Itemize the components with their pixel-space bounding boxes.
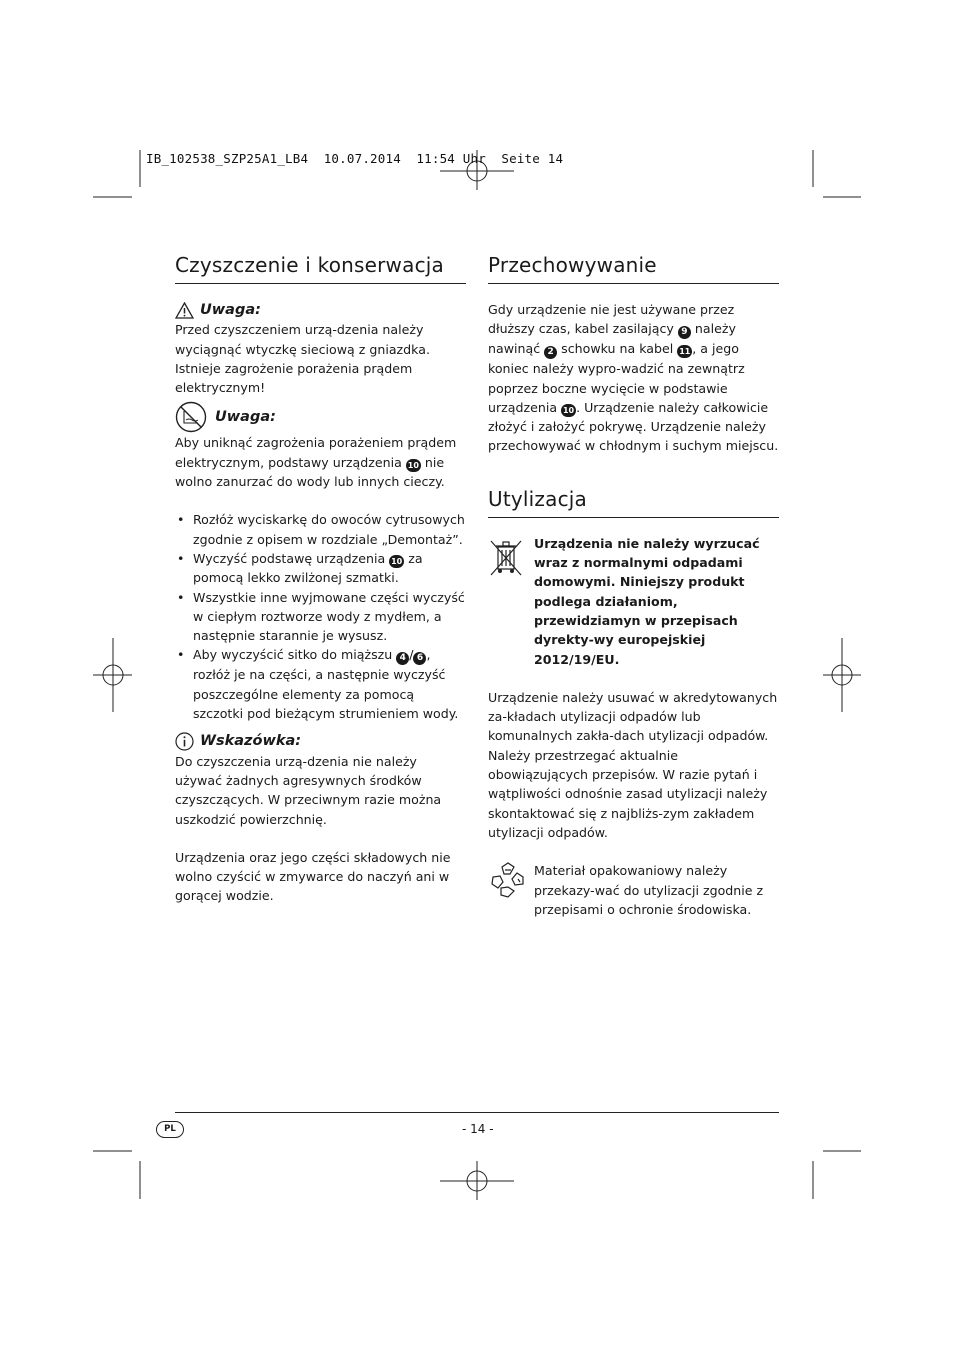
warning-label-1: Uwaga: bbox=[200, 302, 261, 318]
print-slug: IB_102538_SZP25A1_LB4 10.07.2014 11:54 Uhr Seite 14 bbox=[146, 151, 564, 166]
list-item: • Wyczyść podstawę urządzenia 10 za pomocą lekko zwilżonej szmatki. bbox=[175, 549, 466, 588]
part-number-badge: 6 bbox=[413, 652, 426, 665]
section-title-disposal: Utylizacja bbox=[488, 486, 779, 518]
warning-text-1: Przed czyszczeniem urzą-dzenia należy wyciągnąć wtyczkę sieciową z gniazdka. Istnieje zagrożenie porażenia prądem elektrycznym! bbox=[175, 322, 430, 396]
list-item: • Aby wyczyścić sitko do miąższu 4 / 6 , rozłóż je na części, a następnie wyczyść poszczególne elementy za pomocą szczotki pod bieżącym strumieniem wody. bbox=[175, 645, 466, 723]
disposal-text-2: Należy przestrzegać aktualnie obowiązujących przepisów. W razie pytań i wątpliwości odnośnie zasad utylizacji należy skontaktować się z najbliżs-zym zakładem utylizacji odpadów. bbox=[488, 747, 768, 840]
closing-text: Urządzenia oraz jego części składowych nie wolno czyścić w zmywarce do naczyń ani w gorącej wodzie. bbox=[175, 849, 451, 904]
cleaning-steps-list bbox=[175, 510, 466, 723]
warning-heading-1 bbox=[175, 301, 466, 320]
warning-block-2 bbox=[175, 401, 466, 491]
disposal-text-1: Urządzenie należy usuwać w akredytowanych za-kładach utylizacji odpadów lub komunalnych zakła-dach utylizacji odpadów. bbox=[488, 689, 778, 744]
warning-heading-2 bbox=[175, 401, 466, 433]
part-number-badge: 2 bbox=[544, 346, 557, 359]
note-block bbox=[175, 732, 466, 828]
section-title-storage: Przechowywanie bbox=[488, 252, 779, 284]
list-item: • Rozłóż wyciskarkę do owoców cytrusowych zgodnie z opisem w rozdziale „Demontaż”. bbox=[175, 510, 466, 549]
part-number-badge: 9 bbox=[678, 326, 691, 339]
weee-notice: Urządzenia nie należy wyrzucać wraz z normalnymi odpadami domowymi. Niniejszy produkt podlega działaniom, przewidziamyn w przepisach dyrekty-wy europejskiej 2012/19/EU. bbox=[534, 535, 760, 667]
footer-rule bbox=[175, 1112, 779, 1113]
part-number-badge: 4 bbox=[396, 652, 409, 665]
part-number-badge: 11 bbox=[679, 347, 691, 357]
warning-label-2: Uwaga: bbox=[215, 408, 276, 425]
note-text: Do czyszczenia urzą-dzenia nie należy używać żadnych agresywnych środków czyszczących. W przeciwnym razie można uszkodzić powierzchnię. bbox=[175, 753, 442, 827]
storage-text: Gdy urządzenie nie jest używane przez dłuższy czas, kabel zasilający 9 należy nawinąć 2 schowku na kabel 11 , a jego koniec należy wypro-wadzić na zewnątrz poprzez boczne wycięcie w podstawie urządzenia 10 . Urządzenie należy całkowicie złożyć i założyć pokrywę. Urządzenie należy przechowywać w chłodnym i suchym miejscu. bbox=[488, 302, 779, 454]
left-column bbox=[175, 252, 466, 906]
part-number-badge: 10 bbox=[391, 556, 403, 566]
part-number-badge: 10 bbox=[407, 460, 419, 470]
warning-triangle-icon bbox=[175, 302, 194, 319]
page-number: - 14 - bbox=[462, 1122, 494, 1136]
note-heading bbox=[175, 732, 466, 751]
language-badge: PL bbox=[156, 1121, 184, 1138]
warning-text-2: Aby uniknąć zagrożenia porażeniem prądem elektrycznym, podstawy urządzenia 10 nie wolno zanurzać do wody lub innych cieczy. bbox=[175, 435, 457, 490]
right-column bbox=[488, 252, 779, 919]
warning-block-1 bbox=[175, 301, 466, 397]
no-immersion-icon bbox=[175, 401, 209, 433]
recycle-icon bbox=[488, 861, 528, 899]
note-label: Wskazówka: bbox=[200, 733, 302, 750]
section-title-cleaning: Czyszczenie i konserwacja bbox=[175, 252, 466, 284]
weee-block bbox=[488, 534, 779, 669]
recycling-block bbox=[488, 861, 779, 919]
crossed-bin-icon bbox=[488, 538, 524, 578]
part-number-badge: 10 bbox=[562, 405, 575, 415]
info-icon bbox=[175, 732, 194, 751]
list-item: • Wszystkie inne wyjmowane części wyczyść w ciepłym roztworze wody z mydłem, a następnie starannie je wysusz. bbox=[175, 588, 466, 646]
recycling-text: Materiał opakowaniowy należy przekazy-wać do utylizacji zgodnie z przepisami o ochronie środowiska. bbox=[534, 863, 764, 917]
